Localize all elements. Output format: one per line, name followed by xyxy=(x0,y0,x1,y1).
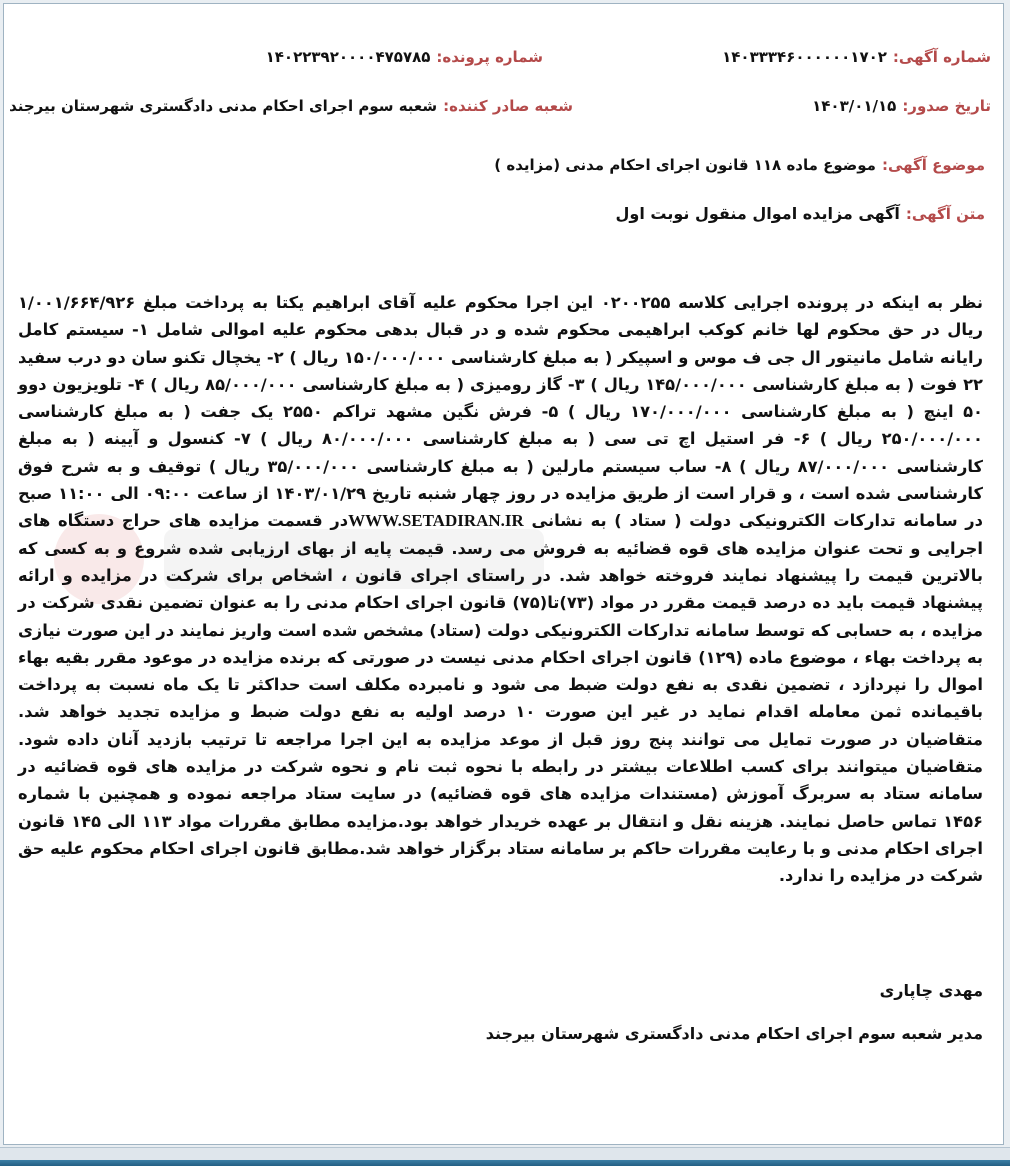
text-title: آگهی مزایده اموال منقول نوبت اول xyxy=(615,204,900,223)
notice-number: ۱۴۰۳۳۳۴۶۰۰۰۰۰۰۱۷۰۲ xyxy=(722,48,887,66)
issue-date: ۱۴۰۳/۰۱/۱۵ xyxy=(812,97,897,115)
case-number-field xyxy=(266,48,543,66)
subject-field xyxy=(494,156,985,174)
body-part-2: در قسمت مزایده های حراج دستگاه های اجرایی و تحت عنوان مزایده های قوه قضائیه به فروش می رسد. قیمت پایه از بهای ارزیابی شده شروع و به کسی که بالاترین قیمت را پیشنهاد نمایند فروخته خواهد شد. در راستای اجرای قانون ، اشخاص برای شرکت در مزایده و ارائه پیشنهاد قیمت باید ده درصد قیمت مقرر در مواد (۷۳)تا(۷۵) قانون اجرای احکام مدنی را به عنوان تضمین نقدی شرکت در مزایده ، به حسابی که توسط سامانه تدارکات الکترونیکی دولت (ستاد) مشخص شده است واریز نمایند در این صورت نیازی به پرداخت بهاء ، موضوع ماده (۱۲۹) قانون اجرای احکام مدنی نیست در صورتی که برنده مزایده در موعود مقرر بقیه بهاء اموال را نپردازد ، تضمین نقدی به نفع دولت ضبط می شود و نامبرده مکلف است حداکثر تا یک ماه نسبت به پرداخت باقیمانده ثمن معامله اقدام نماید در غیر این صورت ۱۰ درصد اولیه به نفع دولت ضبط و مزایده تجدید خواهد شد. متقاضیان در صورت تمایل می توانند پنج روز قبل از موعد مزایده به این اجرا مراجعه تا ترتیب بازدید آنان داده شود. متقاضیان میتوانند برای کسب اطلاعات بیشتر در رابطه با نحوه ثبت نام و نحوه شرکت در مزایده های قوه قضائیه در سامانه ستاد به سربرگ آموزش (مستندات مزایده های قوه قضائیه) در سایت ستاد مراجعه نموده و همچنین با شماره ۱۴۵۶ تماس حاصل نمایند. هزینه نقل و انتقال بر عهده خریدار خواهد بود.مزایده مطابق مقررات مواد ۱۱۳ الی ۱۴۵ قانون اجرای احکام مدنی و با رعایت مقررات حاکم بر سامانه ستاد برگزار خواهد شد.مطابق قانون اجرای احکام محکوم علیه حق شرکت در مزایده را ندارد. xyxy=(18,511,984,886)
text-label: متن آگهی: xyxy=(905,205,985,223)
issue-date-label: تاریخ صدور: xyxy=(902,97,991,115)
footer-bar xyxy=(0,1147,1010,1166)
case-number-label: شماره پرونده: xyxy=(436,48,543,66)
subject: موضوع ماده ۱۱۸ قانون اجرای احکام مدنی (مزایده ) xyxy=(494,156,876,174)
footer-accent xyxy=(0,1160,1010,1166)
case-number: ۱۴۰۲۲۳۹۲۰۰۰۰۴۷۵۷۸۵ xyxy=(265,48,431,66)
notice-panel xyxy=(3,3,1004,1145)
subject-label: موضوع آگهی: xyxy=(881,156,985,174)
issue-date-field xyxy=(812,97,991,115)
body-part-1: نظر به اینکه در پرونده اجرایی کلاسه ۰۲۰۰۲۵۵ این اجرا محکوم علیه آقای ابراهیم یکتا به پرداخت مبلغ ۱/۰۰۱/۶۶۴/۹۲۶ ریال در حق محکوم لها خانم کوکب ابراهیمی محکوم شده و در قبال بدهی محکوم علیه اموالی شامل ۱- سیستم کامل رایانه شامل مانیتور ال جی ف موس و اسپیکر ( به مبلغ کارشناسی ۱۵۰/۰۰۰/۰۰۰ ریال ) ۲- یخچال تکنو سان دو درب سفید ۲۲ فوت ( به مبلغ کارشناسی ۱۴۵/۰۰۰/۰۰۰ ریال ) ۳- گاز رومیزی ( به مبلغ کارشناسی ۸۵/۰۰۰/۰۰۰ ریال ) ۴- تلویزیون دوو ۵۰ اینچ ( به مبلغ کارشناسی ۱۷۰/۰۰۰/۰۰۰ ریال ) ۵- فرش نگین مشهد تراکم ۲۵۵۰ یک جفت ( به مبلغ کارشناسی ۲۵۰/۰۰۰/۰۰۰ ریال ) ۶- فر استیل اچ تی سی ( به مبلغ کارشناسی ۸۰/۰۰۰/۰۰۰ ریال ) ۷- کنسول و آیینه ( به مبلغ کارشناسی ۸۷/۰۰۰/۰۰۰ ریال ) ۸- ساب سیستم مارلین ( به مبلغ کارشناسی ۳۵/۰۰۰/۰۰۰ ریال ) توقیف و به شرح فوق کارشناسی شده است ، و قرار است از طریق مزایده در روز چهار شنبه تاریخ ۱۴۰۳/۰۱/۲۹ از ساعت ۰۹:۰۰ الی ۱۱:۰۰ صبح در سامانه تدارکات الکترونیکی دولت ( ستاد ) به نشانی xyxy=(18,293,984,531)
notice-body xyxy=(18,289,983,890)
text-title-field xyxy=(616,204,985,223)
signatory-name: مهدی چاپاری xyxy=(879,981,983,1000)
issuer-label: شعبه صادر کننده: xyxy=(443,97,573,115)
notice-number-field xyxy=(722,48,991,66)
setad-url: WWW.SETADIRAN.IR xyxy=(348,511,524,531)
issuer: شعبه سوم اجرای احکام مدنی دادگستری شهرستان بیرجند xyxy=(9,97,438,115)
signatory-title: مدیر شعبه سوم اجرای احکام مدنی دادگستری شهرستان بیرجند xyxy=(485,1024,983,1043)
notice-number-label: شماره آگهی: xyxy=(892,48,991,66)
issuer-field xyxy=(9,97,573,115)
